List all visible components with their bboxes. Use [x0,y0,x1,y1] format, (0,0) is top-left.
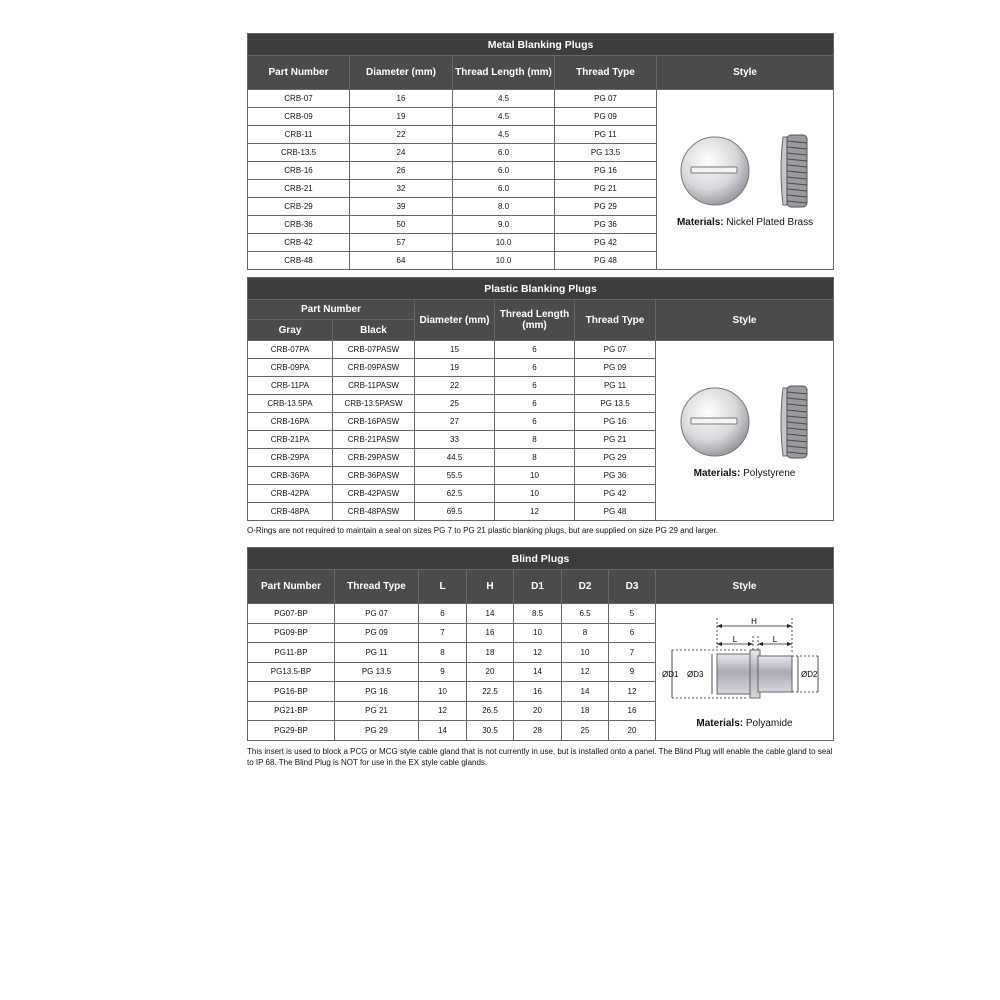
table-cell: PG 48 [575,503,656,521]
table-cell: CRB-42 [248,234,350,252]
table-cell: CRB-21PA [248,431,333,449]
metal-blanking-plugs-section [247,33,833,270]
table-cell: PG 09 [555,108,657,126]
plug-side-icon [777,131,811,211]
table-cell: 14 [514,662,562,682]
materials-value: Polyamide [745,718,793,730]
column-header: D3 [609,570,656,604]
column-header: Style [656,570,834,604]
table-cell: 22 [415,377,495,395]
table-cell: PG 36 [575,467,656,485]
table-cell: CRB-36 [248,216,350,234]
materials-value: Nickel Plated Brass [726,217,814,228]
table-cell: 24 [350,144,453,162]
table-cell: 55.5 [415,467,495,485]
plug-side-icon [777,382,811,462]
table-cell: 62.5 [415,485,495,503]
dim-d1-label: ØD1 [661,670,678,680]
column-header: Thread Type [555,56,657,90]
table-cell: 4.5 [453,126,555,144]
materials-text [657,217,833,228]
materials-label: Materials: [696,718,744,730]
table-cell: CRB-13.5PA [248,395,333,413]
materials-label: Materials: [676,217,724,228]
table-cell: 12 [562,662,609,682]
table-cell: PG 07 [335,604,419,624]
column-header: Part Number [248,570,335,604]
table-cell: CRB-21PASW [333,431,415,449]
table-cell: 10.0 [453,234,555,252]
table-cell: CRB-09PA [248,359,333,377]
table-cell: 9 [419,662,467,682]
table-cell: CRB-13.5 [248,144,350,162]
column-header: Thread Type [575,300,656,341]
column-header: Part Number [248,56,350,90]
table-cell: PG13.5-BP [248,662,335,682]
table-cell: 57 [350,234,453,252]
table-cell: PG 07 [575,341,656,359]
plastic-note: O-Rings are not required to maintain a seal on sizes PG 7 to PG 21 plastic blanking plugs, but are supplied on size PG 29 and larger. [247,526,718,535]
style-cell [657,90,834,270]
table-cell: PG 13.5 [575,395,656,413]
column-header: D2 [562,570,609,604]
table-cell: PG 21 [575,431,656,449]
table-cell: PG 16 [335,682,419,702]
table-cell: PG 13.5 [335,662,419,682]
table-cell: CRB-48PASW [333,503,415,521]
table-cell: PG 07 [555,90,657,108]
table-cell: 9.0 [453,216,555,234]
table-cell: 16 [467,623,514,643]
dim-d2-label: ØD2 [800,670,817,680]
table-cell: 18 [467,643,514,663]
column-header: Diameter (mm) [415,300,495,341]
table-cell: 4.5 [453,108,555,126]
table-cell: PG21-BP [248,701,335,721]
table-cell: 25 [562,721,609,741]
table-cell: 39 [350,198,453,216]
table-cell: 20 [514,701,562,721]
table-cell: PG 42 [575,485,656,503]
table-cell: PG29-BP [248,721,335,741]
table-cell: CRB-21 [248,180,350,198]
plug-illustration [657,131,833,211]
table-cell: 32 [350,180,453,198]
column-header: Style [657,56,834,90]
table-cell: 14 [467,604,514,624]
table-cell: 8 [562,623,609,643]
table-cell: 8 [495,431,575,449]
materials-text [656,468,833,479]
column-header: Style [656,300,834,341]
table-cell: 10 [495,485,575,503]
table-cell: 12 [609,682,656,702]
column-header: Thread Length (mm) [495,300,575,341]
table-cell: CRB-16PA [248,413,333,431]
table-cell: CRB-42PA [248,485,333,503]
table-cell: 7 [609,643,656,663]
table-cell: 10 [562,643,609,663]
plastic-blanking-plugs-table [247,277,834,521]
table-cell: 8 [495,449,575,467]
table-cell: 44.5 [415,449,495,467]
table-cell: 8.5 [514,604,562,624]
dim-l-label: L [772,635,777,645]
style-cell [656,604,834,741]
table-cell: PG 29 [335,721,419,741]
table-cell: 14 [419,721,467,741]
table-cell: 19 [415,359,495,377]
table-cell: PG 21 [335,701,419,721]
table-cell: PG 48 [555,252,657,270]
table-cell: 27 [415,413,495,431]
table-cell: PG 11 [575,377,656,395]
table-cell: 20 [609,721,656,741]
column-header: Thread Length (mm) [453,56,555,90]
table-cell: 14 [562,682,609,702]
table-cell: CRB-11 [248,126,350,144]
materials-value: Polystyrene [743,468,796,479]
table-cell: 10 [514,623,562,643]
table-title: Metal Blanking Plugs [248,34,834,56]
table-cell: CRB-16 [248,162,350,180]
column-header: Part Number [248,300,415,320]
column-header: Black [333,320,415,341]
table-title: Plastic Blanking Plugs [248,278,834,300]
table-cell: CRB-13.5PASW [333,395,415,413]
table-cell: 20 [467,662,514,682]
table-cell: CRB-36PA [248,467,333,485]
plug-illustration [656,382,833,462]
table-cell: 6 [495,359,575,377]
table-cell: 26 [350,162,453,180]
table-cell: 16 [609,701,656,721]
table-cell: 33 [415,431,495,449]
column-header: Thread Type [335,570,419,604]
table-cell: PG 11 [555,126,657,144]
table-cell: CRB-29 [248,198,350,216]
table-cell: 5 [609,604,656,624]
style-cell [656,341,834,521]
table-cell: CRB-16PASW [333,413,415,431]
table-cell: 12 [495,503,575,521]
table-cell: CRB-11PASW [333,377,415,395]
table-cell: 10 [419,682,467,702]
table-cell: PG 16 [575,413,656,431]
table-cell: 12 [514,643,562,663]
table-cell: 50 [350,216,453,234]
table-title: Blind Plugs [248,548,834,570]
table-cell: 7 [419,623,467,643]
table-cell: 8 [419,643,467,663]
table-cell: 6 [495,395,575,413]
table-cell: CRB-09 [248,108,350,126]
table-cell: CRB-42PASW [333,485,415,503]
table-cell: CRB-07PA [248,341,333,359]
materials-label: Materials: [693,468,741,479]
table-cell: 16 [514,682,562,702]
table-cell: 8.0 [453,198,555,216]
table-cell: CRB-07PASW [333,341,415,359]
table-cell: PG 29 [575,449,656,467]
table-cell: PG 16 [555,162,657,180]
table-cell: 4.5 [453,90,555,108]
table-cell: PG 42 [555,234,657,252]
table-cell: CRB-48PA [248,503,333,521]
table-cell: 9 [609,662,656,682]
column-header: Diameter (mm) [350,56,453,90]
table-cell: PG 09 [575,359,656,377]
table-cell: 10.0 [453,252,555,270]
column-header: H [467,570,514,604]
table-cell: 6.0 [453,180,555,198]
dim-h-label: H [750,617,757,627]
table-row [248,341,834,359]
table-cell: CRB-29PASW [333,449,415,467]
table-cell: PG 29 [555,198,657,216]
table-cell: CRB-07 [248,90,350,108]
dim-l-label: L [732,635,737,645]
table-cell: PG 36 [555,216,657,234]
dim-d3-label: ØD3 [686,670,703,680]
table-cell: 28 [514,721,562,741]
table-cell: CRB-09PASW [333,359,415,377]
plug-face-icon [679,135,751,207]
table-cell: 6.0 [453,162,555,180]
plastic-blanking-plugs-section [247,277,833,536]
table-cell: CRB-36PASW [333,467,415,485]
table-cell: 6 [495,377,575,395]
blind-plug-diagram [656,614,833,716]
plug-face-icon [679,386,751,458]
materials-text [656,718,833,729]
table-cell: 64 [350,252,453,270]
blind-note: This insert is used to block a PCG or MCG style cable gland that is not currently in use, but is installed onto a panel. The Blind Plug will enable the cable gland to seal to IP 68. The Blind Plug is NOT for use in the EX style cable glands. [247,746,833,767]
table-cell: 22 [350,126,453,144]
table-cell: 15 [415,341,495,359]
table-cell: CRB-11PA [248,377,333,395]
table-cell: 6.5 [562,604,609,624]
table-cell: 6 [609,623,656,643]
table-cell: 6.0 [453,144,555,162]
blind-plugs-table [247,547,834,741]
table-cell: PG 11 [335,643,419,663]
blind-plug-diagram-icon [660,614,830,714]
table-cell: 30.5 [467,721,514,741]
table-cell: 12 [419,701,467,721]
table-cell: PG07-BP [248,604,335,624]
table-cell: 22.5 [467,682,514,702]
table-cell: 6 [495,341,575,359]
blind-plugs-section [247,547,833,768]
column-header: L [419,570,467,604]
table-cell: PG16-BP [248,682,335,702]
table-cell: 16 [350,90,453,108]
metal-blanking-plugs-table [247,33,834,270]
table-cell: PG 21 [555,180,657,198]
table-cell: CRB-29PA [248,449,333,467]
table-cell: 10 [495,467,575,485]
table-row [248,604,834,624]
table-cell: 18 [562,701,609,721]
table-cell: 26.5 [467,701,514,721]
column-header: D1 [514,570,562,604]
table-cell: 25 [415,395,495,413]
table-cell: 6 [495,413,575,431]
table-cell: 19 [350,108,453,126]
table-cell: PG 09 [335,623,419,643]
table-cell: 6 [419,604,467,624]
column-header: Gray [248,320,333,341]
table-cell: PG09-BP [248,623,335,643]
table-cell: 69.5 [415,503,495,521]
table-cell: PG 13.5 [555,144,657,162]
table-row [248,90,834,108]
table-cell: PG11-BP [248,643,335,663]
table-cell: CRB-48 [248,252,350,270]
